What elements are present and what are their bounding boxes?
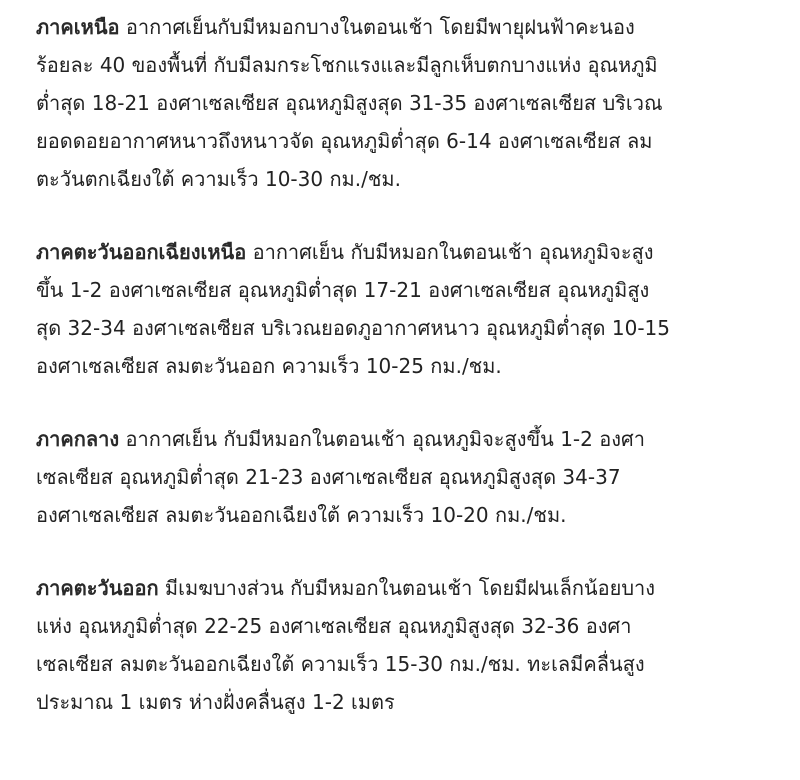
region-north-paragraph [36,8,776,198]
region-central-paragraph [36,420,776,534]
paragraph-line: เซลเซียส อุณหภูมิต่ำสุด 21-23 องศาเซลเซียส อุณหภูมิสูงสุด 34-37 [36,465,621,489]
paragraph-line [36,233,776,271]
paragraph-line: ต่ำสุด 18-21 องศาเซลเซียส อุณหภูมิสูงสุด 31-35 องศาเซลเซียส บริเวณ [36,91,663,115]
paragraph-line: แห่ง อุณหภูมิต่ำสุด 22-25 องศาเซลเซียส อุณหภูมิสูงสุด 32-36 องศา [36,614,632,638]
region-name: ภาคเหนือ [36,15,120,39]
paragraph-line: เซลเซียส ลมตะวันออกเฉียงใต้ ความเร็ว 15-30 กม./ชม. ทะเลมีคลื่นสูง [36,652,645,676]
region-name: ภาคตะวันออก [36,576,159,600]
paragraph-line: องศาเซลเซียส ลมตะวันออก ความเร็ว 10-25 กม./ชม. [36,354,502,378]
paragraph-line: ประมาณ 1 เมตร ห่างฝั่งคลื่นสูง 1-2 เมตร [36,690,395,714]
paragraph-line [36,8,776,46]
region-east-paragraph [36,569,776,721]
paragraph-line: ยอดดอยอากาศหนาวถึงหนาวจัด อุณหภูมิต่ำสุด 6-14 องศาเซลเซียส ลม [36,129,653,153]
paragraph-text: อากาศเย็น กับมีหมอกในตอนเช้า อุณหภูมิจะสูง [246,240,654,264]
paragraph-line: สุด 32-34 องศาเซลเซียส บริเวณยอดภูอากาศหนาว อุณหภูมิต่ำสุด 10-15 [36,316,671,340]
weather-forecast-document [36,8,776,721]
paragraph-text: อากาศเย็นกับมีหมอกบางในตอนเช้า โดยมีพายุฝนฟ้าคะนอง [119,15,635,39]
paragraph-line: ตะวันตกเฉียงใต้ ความเร็ว 10-30 กม./ชม. [36,167,401,191]
region-northeast-paragraph [36,233,776,385]
paragraph-line [36,420,776,458]
region-name: ภาคตะวันออกเฉียงเหนือ [36,240,247,264]
paragraph-line: ขึ้น 1-2 องศาเซลเซียส อุณหภูมิต่ำสุด 17-21 องศาเซลเซียส อุณหภูมิสูง [36,278,650,302]
region-name: ภาคกลาง [36,427,120,451]
paragraph-text: อากาศเย็น กับมีหมอกในตอนเช้า อุณหภูมิจะสูงขึ้น 1-2 องศา [119,427,645,451]
paragraph-text: มีเมฆบางส่วน กับมีหมอกในตอนเช้า โดยมีฝนเล็กน้อยบาง [158,576,656,600]
paragraph-line: ร้อยละ 40 ของพื้นที่ กับมีลมกระโชกแรงและมีลูกเห็บตกบางแห่ง อุณหภูมิ [36,53,658,77]
paragraph-line: องศาเซลเซียส ลมตะวันออกเฉียงใต้ ความเร็ว 10-20 กม./ชม. [36,503,567,527]
paragraph-line [36,569,776,607]
